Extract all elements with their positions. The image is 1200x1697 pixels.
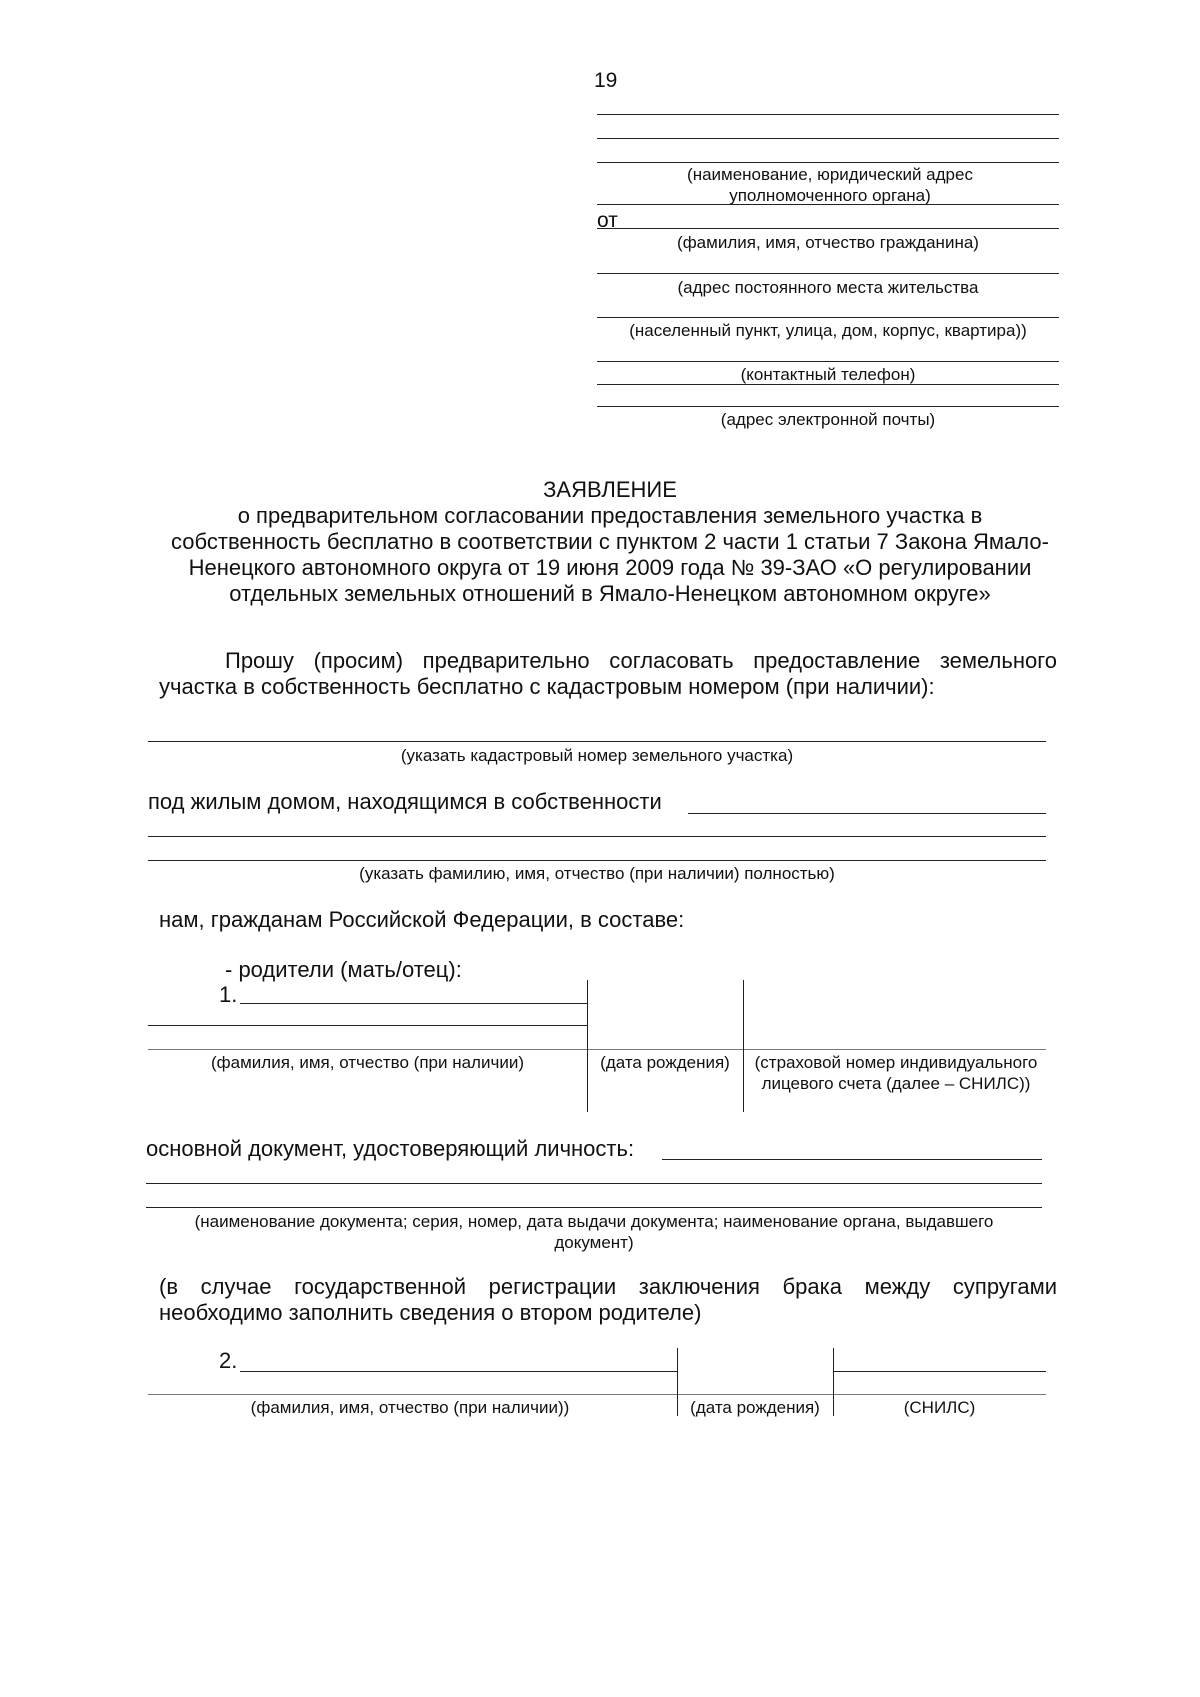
owner-line-3[interactable] [148,860,1046,861]
caption-owner: (указать фамилию, имя, отчество (при наличии) полностью) [359,864,835,883]
owner-line-2[interactable] [148,836,1046,837]
id-doc-line-2[interactable] [146,1183,1042,1184]
marriage-line-2: необходимо заполнить сведения о втором родителе) [159,1300,702,1325]
parent2-number: 2. [219,1348,238,1373]
cadastral-line[interactable] [148,741,1046,742]
parent2-row-rule [148,1394,1046,1395]
parent2-name-line[interactable] [240,1371,677,1372]
caption-email: (адрес электронной почты) [720,410,936,429]
caption-cadastral: (указать кадастровый номер земельного участка) [400,746,794,765]
parent1-row-rule [148,1049,1046,1050]
organ-line-3[interactable] [597,162,1059,163]
caption-birth-2: (дата рождения) [690,1398,820,1417]
parent1-divider-2 [743,980,744,1112]
marriage-line-1: (в случае государственной регистрации заключения брака между супругами [159,1274,1057,1299]
caption-parent-fio: (фамилия, имя, отчество (при наличии) [211,1053,524,1072]
caption-parent2-fio: (фамилия, имя, отчество (при наличии)) [250,1398,570,1417]
caption-snils-2: (СНИЛС) [903,1398,976,1417]
caption-address-detail: (населенный пункт, улица, дом, корпус, квартира)) [629,321,1027,340]
caption-id-doc: (наименование документа; серия, номер, дата выдачи документа; наименование органа, выдавшего документ) [194,1212,994,1252]
house-label: под жилым домом, находящимся в собственности [148,789,662,814]
parent1-name-line-2[interactable] [148,1025,587,1026]
parent1-divider-1 [587,980,588,1112]
fio-line[interactable] [597,228,1059,229]
organ-line-1[interactable] [597,114,1059,115]
caption-snils-full: (страховой номер индивидуального лицевого счета (далее – СНИЛС)) [754,1053,1038,1093]
parents-label: - родители (мать/отец): [225,957,462,982]
caption-fio: (фамилия, имя, отчество гражданина) [677,233,979,252]
from-label: от [597,209,618,232]
caption-birth: (дата рождения) [600,1053,730,1072]
request-line-1: Прошу (просим) предварительно согласовать предоставление земельного [225,648,1057,673]
caption-organ: (наименование, юридический адрес уполномоченного органа) [687,165,973,205]
page-number: 19 [594,69,618,92]
phone-line[interactable] [597,361,1059,362]
parent1-number: 1. [219,982,238,1007]
parent2-snils-line[interactable] [833,1371,1046,1372]
address-line[interactable] [597,273,1059,274]
owner-line-1[interactable] [688,813,1046,814]
caption-phone: (контактный телефон) [740,365,916,384]
parent1-name-line-1[interactable] [240,1003,587,1004]
email-line[interactable] [597,406,1059,407]
request-line-2: участка в собственность бесплатно с кадастровым номером (при наличии): [159,674,935,699]
document-subtitle: о предварительном согласовании предоставления земельного участка в собственность бесплатно в соответствии с пунктом 2 части 1 статьи 7 Закона Ямало-Ненецкого автономного округа от 19 июня 2009 года № 39-ЗАО «О регулировании отдельных земельных отношений в Ямало-Ненецком автономном округе» [171,503,1049,606]
organ-line-2[interactable] [597,138,1059,139]
organ-line-4[interactable] [597,204,1059,205]
document-heading: ЗАЯВЛЕНИЕ [543,477,677,502]
id-doc-line-1[interactable] [662,1159,1042,1160]
id-doc-line-3[interactable] [146,1207,1042,1208]
citizens-text: нам, гражданам Российской Федерации, в составе: [159,907,685,932]
phone-underline [597,384,1059,385]
id-doc-label: основной документ, удостоверяющий личность: [146,1136,635,1161]
address-detail-line[interactable] [597,317,1059,318]
caption-address: (адрес постоянного места жительства [677,278,979,297]
